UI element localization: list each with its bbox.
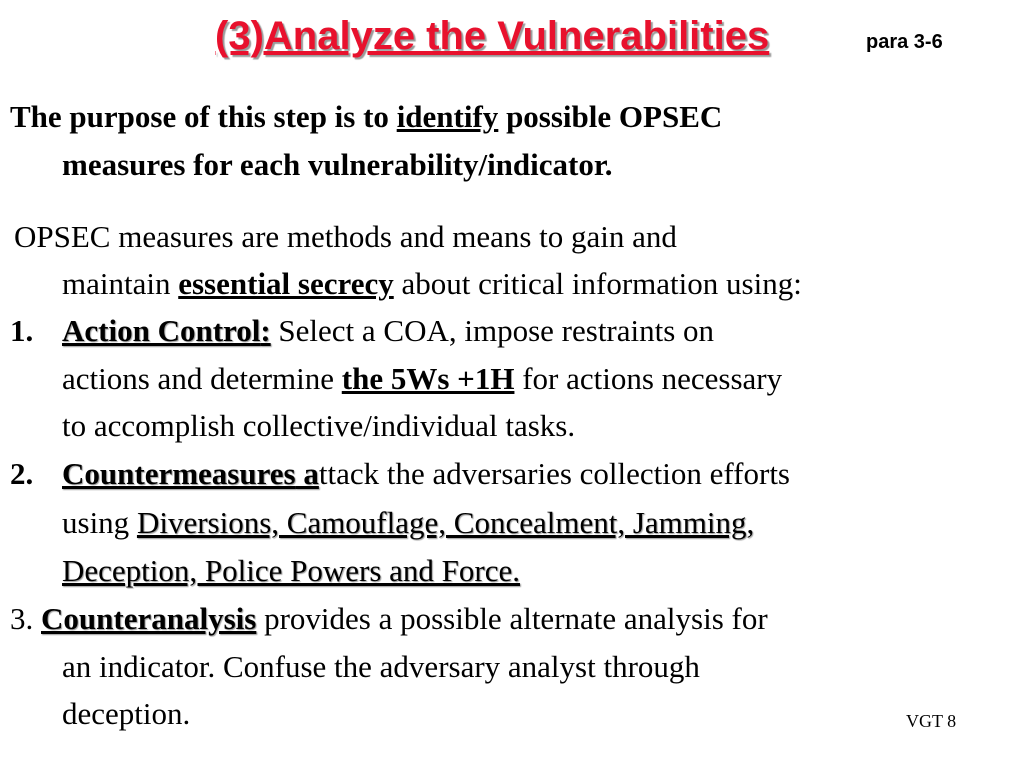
- item-2-name-tail: a: [295, 456, 319, 491]
- item-3-line-3: deception.: [62, 696, 191, 731]
- intro-line-1: OPSEC measures are methods and means to gain and: [14, 219, 677, 254]
- intro-line-2: [62, 264, 802, 304]
- item-1-line-2-prefix: actions and determine: [62, 361, 342, 396]
- item-2-number: 2.: [10, 456, 34, 491]
- purpose-keyword: identify: [396, 99, 499, 134]
- slide-footer: VGT 8: [906, 711, 957, 731]
- item-3-line-1: [10, 599, 768, 639]
- item-1-number: 1.: [10, 313, 34, 348]
- item-2-methods-part-2: Deception, Police Powers and Force.: [62, 553, 520, 588]
- item-3-text: provides a possible alternate analysis for: [256, 601, 768, 636]
- item-3-line-2: an indicator. Confuse the adversary analyst through: [62, 649, 700, 684]
- item-3-number: 3.: [10, 601, 41, 636]
- intro-prefix: maintain: [62, 266, 179, 301]
- slide-title: (3)Analyze the Vulnerabilities: [215, 14, 770, 58]
- item-2-methods-part-1: Diversions, Camouflage, Concealment, Jamming,: [136, 505, 755, 540]
- purpose-prefix: The purpose of this step is to: [10, 99, 397, 134]
- item-2-line-2-prefix: using: [62, 505, 137, 540]
- purpose-line-1: [10, 97, 722, 137]
- intro-suffix: about critical information using:: [393, 266, 802, 301]
- item-1-name: Action Control: [62, 313, 261, 348]
- item-1-keyword: the 5Ws +1H: [341, 361, 515, 396]
- purpose-suffix: possible OPSEC: [498, 99, 723, 134]
- item-1-text: Select a COA, impose restraints on: [270, 313, 715, 348]
- item-2-name: Countermeasures: [62, 456, 296, 491]
- item-2-line-2: [62, 503, 754, 543]
- item-1-line-2-suffix: for actions necessary: [514, 361, 783, 396]
- item-2-text: ttack the adversaries collection efforts: [318, 456, 790, 491]
- item-2-line-1: [62, 454, 790, 494]
- purpose-line-2: measures for each vulnerability/indicator.: [62, 147, 613, 182]
- item-3-name: Counteranalysis: [41, 601, 257, 636]
- intro-keyword: essential secrecy: [178, 266, 394, 301]
- item-1-line-2: [62, 359, 782, 399]
- paragraph-reference: para 3-6: [866, 31, 943, 53]
- item-1-line-3: to accomplish collective/individual tasks.: [62, 408, 576, 443]
- item-1-name-tail: :: [260, 313, 271, 348]
- item-1-line-1: [62, 311, 714, 351]
